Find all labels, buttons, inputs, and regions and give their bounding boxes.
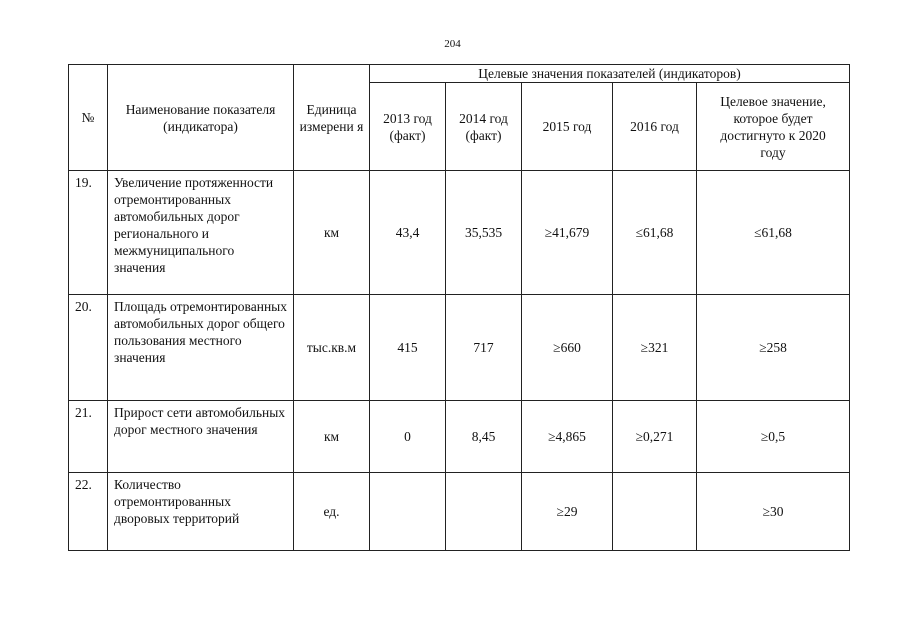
- row-name: Увеличение протяженности отремонтированных автомобильных дорог регионального и межмуниципального значения: [108, 171, 294, 295]
- header-year-2016: 2016 год: [613, 83, 697, 171]
- row-value-2020: ≥0,5: [697, 401, 850, 473]
- header-year-2013: 2013 год (факт): [370, 83, 446, 171]
- row-value-2016: [613, 473, 697, 551]
- header-year-2014: 2014 год (факт): [446, 83, 522, 171]
- row-value-2013: 415: [370, 295, 446, 401]
- row-name: Площадь отремонтированных автомобильных дорог общего пользования местного значения: [108, 295, 294, 401]
- table-row: [69, 171, 850, 295]
- row-value-2020: ≤61,68: [697, 171, 850, 295]
- row-value-2016: ≤61,68: [613, 171, 697, 295]
- row-num: 19.: [69, 171, 108, 295]
- table-row: [69, 473, 850, 551]
- row-value-2014: 8,45: [446, 401, 522, 473]
- row-num: 22.: [69, 473, 108, 551]
- page-number: 204: [444, 38, 461, 50]
- row-value-2020: ≥258: [697, 295, 850, 401]
- indicators-table: [68, 64, 850, 551]
- row-value-2013: 0: [370, 401, 446, 473]
- row-value-2014: [446, 473, 522, 551]
- header-num: №: [69, 65, 108, 171]
- header-target-2020: Целевое значение, которое будет достигнуто к 2020 году: [697, 83, 850, 171]
- row-value-2013: [370, 473, 446, 551]
- row-num: 21.: [69, 401, 108, 473]
- row-value-2015: ≥41,679: [522, 171, 613, 295]
- table-row: [69, 401, 850, 473]
- header-year-2015: 2015 год: [522, 83, 613, 171]
- row-unit: тыс.кв.м: [294, 295, 370, 401]
- row-value-2015: ≥660: [522, 295, 613, 401]
- row-value-2014: 717: [446, 295, 522, 401]
- header-target-values: Целевые значения показателей (индикаторов): [370, 65, 850, 83]
- row-value-2014: 35,535: [446, 171, 522, 295]
- row-value-2016: ≥321: [613, 295, 697, 401]
- row-value-2013: 43,4: [370, 171, 446, 295]
- row-name: Прирост сети автомобильных дорог местного значения: [108, 401, 294, 473]
- row-name: Количество отремонтированных дворовых территорий: [108, 473, 294, 551]
- table-row: [69, 295, 850, 401]
- row-unit: км: [294, 401, 370, 473]
- row-value-2020: ≥30: [697, 473, 850, 551]
- row-value-2015: ≥4,865: [522, 401, 613, 473]
- row-unit: км: [294, 171, 370, 295]
- row-unit: ед.: [294, 473, 370, 551]
- row-num: 20.: [69, 295, 108, 401]
- header-unit: Единица измерени я: [294, 65, 370, 171]
- row-value-2015: ≥29: [522, 473, 613, 551]
- row-value-2016: ≥0,271: [613, 401, 697, 473]
- header-row-1: [69, 65, 850, 83]
- header-name: Наименование показателя (индикатора): [108, 65, 294, 171]
